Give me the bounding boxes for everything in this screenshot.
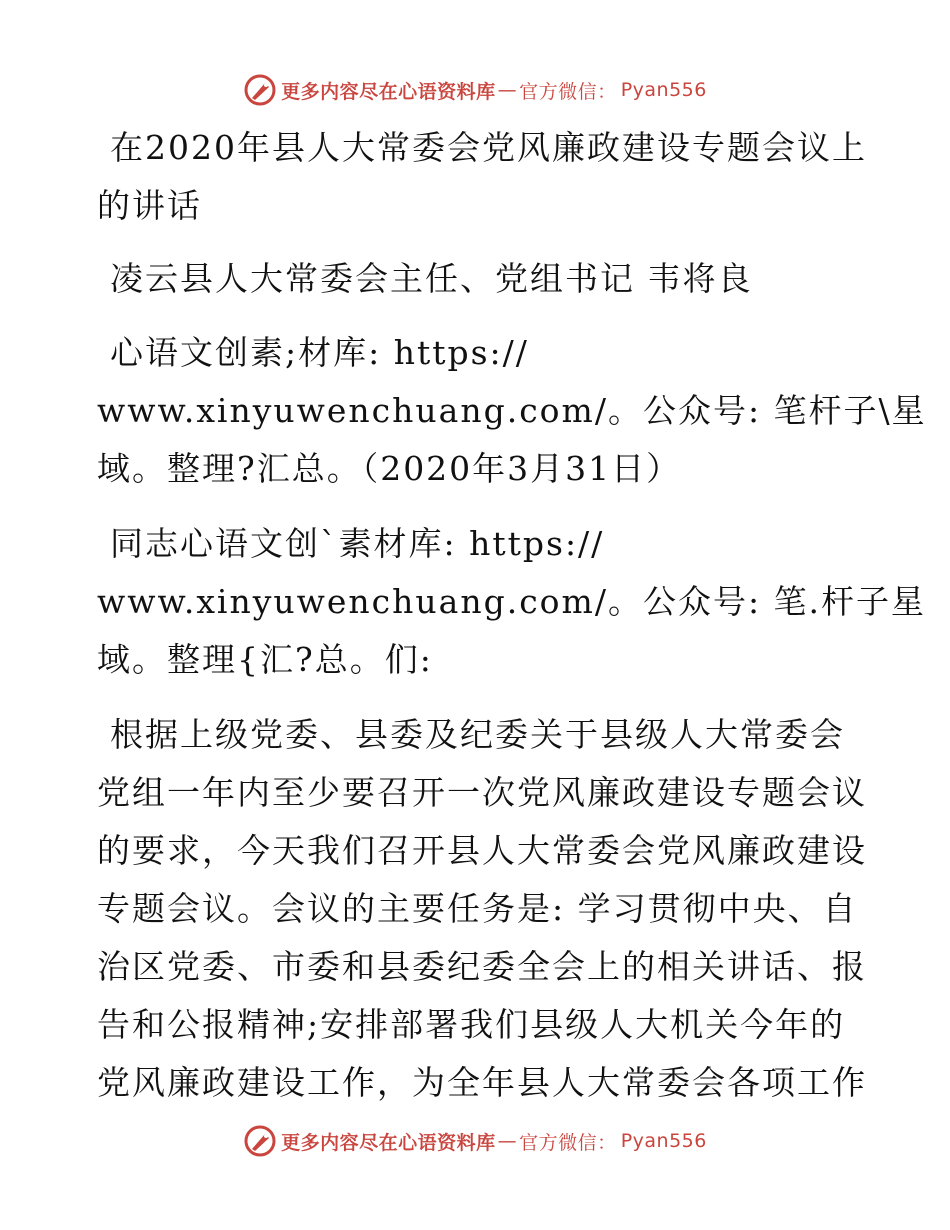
pen-nib-circle-icon — [243, 1124, 277, 1158]
source-line-1: 心语文创素;材库: https:// — [110, 333, 529, 372]
body-line-2: 党组一年内至少要召开一次党风廉政建设专题会议 — [97, 773, 867, 812]
footer-banner-wechat-id: Pyan556 — [620, 1130, 707, 1152]
body-line-7: 党风廉政建设工作，为全年县人大常委会各项工作 — [97, 1063, 867, 1102]
footer-banner-text: 更多内容尽在心语资料库 — [281, 1131, 496, 1154]
footer-banner-dash: — — [497, 1130, 518, 1152]
banner-wechat-label: 官方微信： — [519, 80, 617, 103]
header-banner — [0, 70, 950, 110]
banner-dash: — — [497, 79, 518, 101]
footer-banner — [0, 1121, 950, 1161]
source-line-2: www.xinyuwenchuang.com/。公众号: 笔杆子\星 — [97, 391, 927, 430]
pen-nib-circle-icon — [243, 73, 277, 107]
greeting-line-2: www.xinyuwenchuang.com/。公众号: 笔.杆子星 — [97, 582, 927, 621]
source-line-3: 域。整理?汇总。（2020年3月31日） — [97, 449, 682, 488]
greeting-line-3: 域。整理{汇?总。们: — [97, 640, 433, 679]
banner-text: 更多内容尽在心语资料库 — [281, 80, 496, 103]
document-title-line-1: 在2020年县人大常委会党风廉政建设专题会议上 — [110, 128, 867, 167]
author-line: 凌云县人大常委会主任、党组书记 韦将良 — [110, 259, 753, 298]
body-line-5: 治区党委、市委和县委纪委全会上的相关讲话、报 — [97, 947, 867, 986]
body-line-3: 的要求，今天我们召开县人大常委会党风廉政建设 — [97, 831, 867, 870]
document-title-line-2: 的讲话 — [97, 186, 202, 225]
greeting-line-1: 同志心语文创`素材库: https:// — [110, 524, 605, 563]
footer-banner-wechat-label: 官方微信： — [519, 1131, 617, 1154]
body-line-6: 告和公报精神;安排部署我们县级人大机关今年的 — [97, 1005, 846, 1044]
body-line-1: 根据上级党委、县委及纪委关于县级人大常委会 — [110, 715, 845, 754]
body-line-4: 专题会议。会议的主要任务是: 学习贯彻中央、自 — [97, 889, 858, 928]
banner-wechat-id: Pyan556 — [620, 79, 707, 101]
